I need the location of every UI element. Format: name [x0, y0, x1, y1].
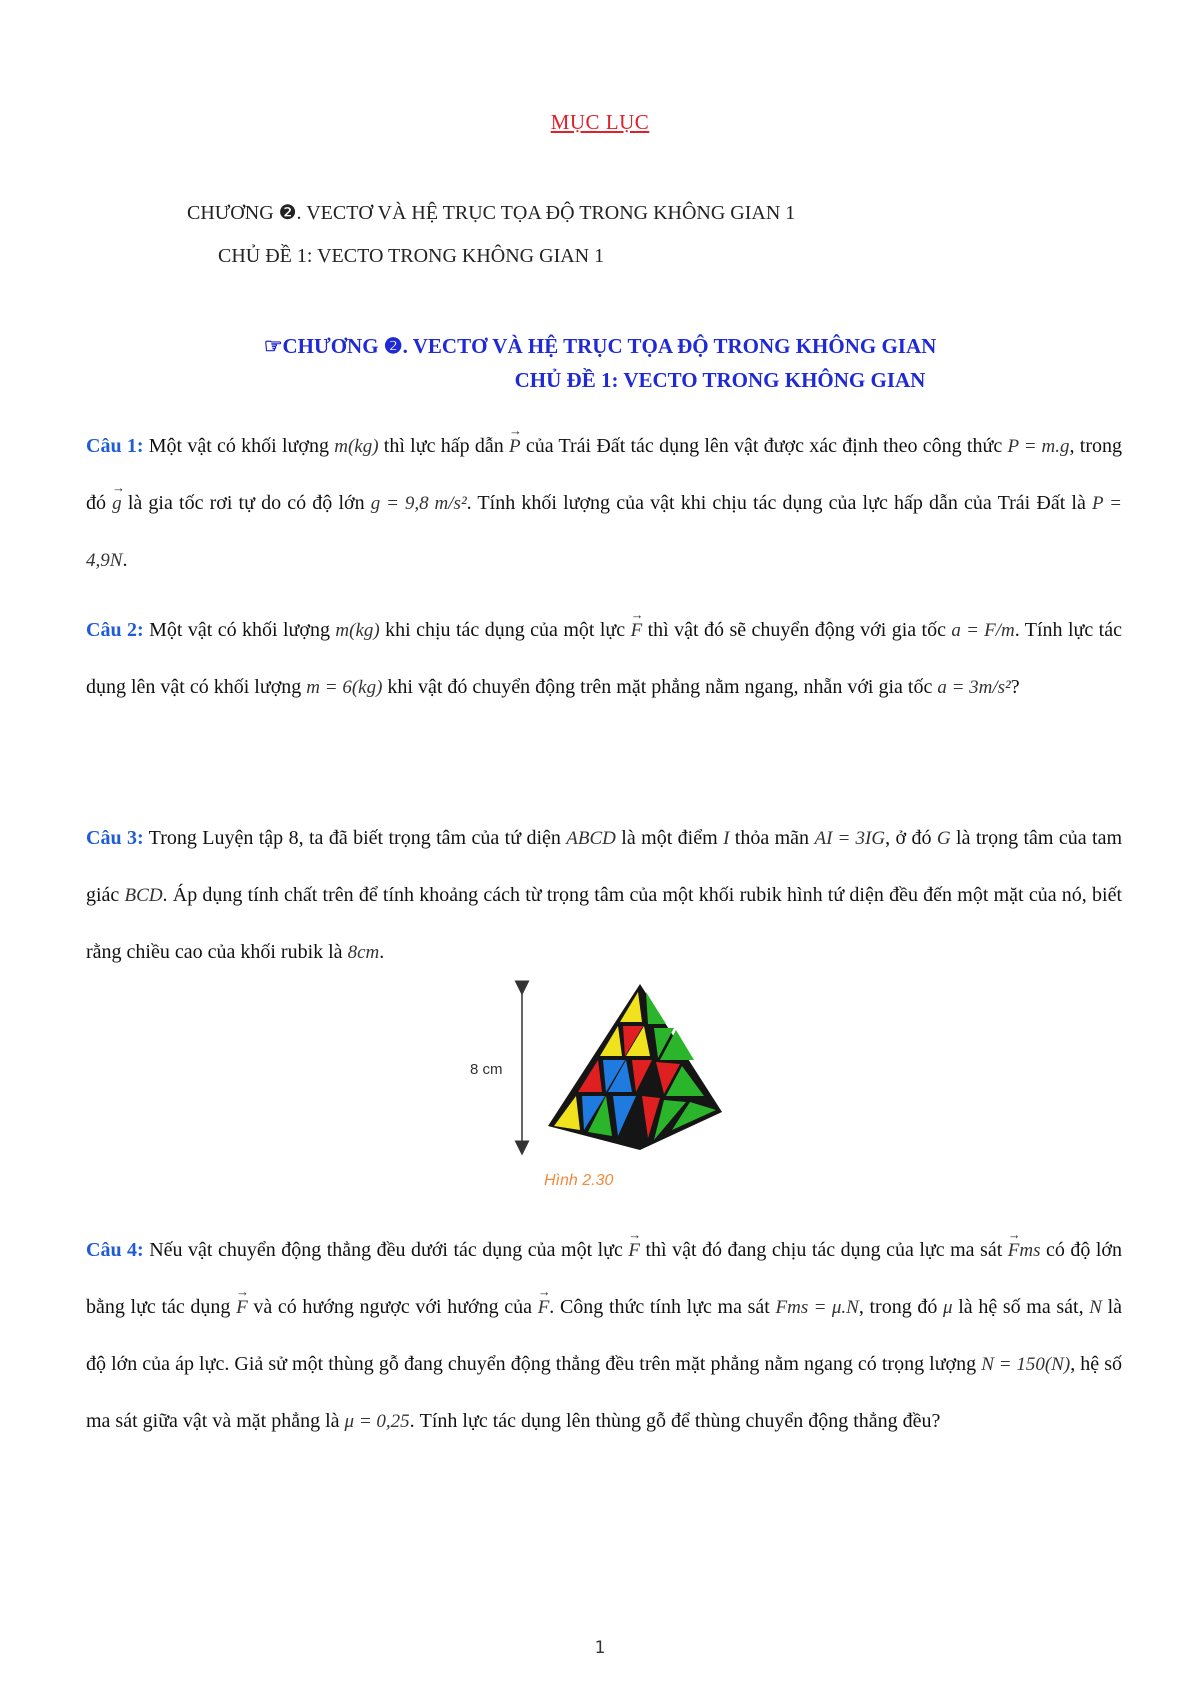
- math-expr: 8cm: [347, 942, 380, 963]
- question-text: thì lực hấp dẫn: [378, 435, 509, 457]
- question-text: có độ lớn bằng lực tác dụng: [86, 1239, 1122, 1318]
- math-vector: → F: [631, 603, 643, 659]
- question-text: thì vật đó sẽ chuyển động với gia tốc: [642, 619, 952, 641]
- question-text: là một điểm: [615, 827, 724, 849]
- topic-heading: CHỦ ĐỀ 1: VECTO TRONG KHÔNG GIAN: [514, 368, 926, 392]
- math-expr: m(kg): [334, 436, 379, 457]
- toc-entry-topic[interactable]: [218, 245, 604, 268]
- question-text: , trong đó: [86, 435, 1123, 514]
- math-expr: ABCD: [566, 828, 616, 849]
- math-expr: AI = 3IG: [814, 828, 886, 849]
- question-text: thì vật đó đang chịu tác dụng của lực ma sát: [640, 1239, 1008, 1261]
- math-expr: N: [1089, 1297, 1102, 1318]
- toc-entry-label: CHƯƠNG ❷. VECTƠ VÀ HỆ TRỤC TỌA ĐỘ TRONG KHÔNG GIAN: [187, 202, 781, 224]
- question-text: là trọng tâm của tam giác: [86, 827, 1123, 906]
- question-2: [86, 602, 1122, 716]
- math-expr: m(kg): [335, 620, 380, 641]
- toc-entry-chapter[interactable]: [187, 200, 795, 225]
- math-expr: G: [936, 828, 951, 849]
- question-3: [86, 810, 1122, 981]
- question-text: , trong đó: [858, 1296, 944, 1318]
- question-text: .: [122, 549, 128, 571]
- question-text: , ở đó: [885, 827, 937, 849]
- math-expr: m = 6(kg): [306, 677, 383, 698]
- question-1: [86, 418, 1122, 589]
- math-expr: BCD: [124, 885, 163, 906]
- math-expr: N = 150(N): [981, 1354, 1071, 1375]
- math-expr: μ = 0,25: [344, 1411, 410, 1432]
- question-text: ?: [1010, 676, 1020, 698]
- math-expr: g = 9,8 m/s²: [370, 493, 467, 514]
- chapter-heading: ☞CHƯƠNG ❷. VECTƠ VÀ HỆ TRỤC TỌA ĐỘ TRONG KHÔNG GIAN: [263, 334, 937, 358]
- question-text: khi vật đó chuyển động trên mặt phẳng nằm ngang, nhẵn với gia tốc: [382, 676, 938, 698]
- question-text: của Trái Đất tác dụng lên vật được xác định theo công thức: [520, 435, 1008, 457]
- question-text: là độ lớn của áp lực. Giả sử một thùng gỗ đang chuyển động thẳng đều trên mặt phẳng nằm ngang có trọng lượng: [86, 1296, 1123, 1375]
- math-vector: → g: [112, 476, 122, 532]
- question-text: khi chịu tác dụng của một lực: [379, 619, 631, 641]
- figure-caption: Hình 2.30: [544, 1172, 614, 1189]
- toc-entry-label: CHỦ ĐỀ 1: VECTO TRONG KHÔNG GIAN: [218, 245, 590, 267]
- math-expr: I: [723, 828, 730, 849]
- question-text: . Áp dụng tính chất trên để tính khoảng cách từ trọng tâm của một khối rubik hình tứ diện đều đến một mặt của nó, biết rằng chiều cao của khối rubik là: [86, 884, 1123, 963]
- question-text: Một vật có khối lượng: [143, 435, 335, 457]
- question-text: . Tính khối lượng của vật khi chịu tác dụng của lực hấp dẫn của Trái Đất là: [466, 492, 1093, 514]
- question-text: Một vật có khối lượng: [143, 619, 336, 641]
- math-vector: → Fms: [1008, 1223, 1041, 1279]
- math-vector: → P: [509, 419, 521, 475]
- rubik-pyramid-illustration: [460, 978, 730, 1198]
- toc-entry-page: 1: [594, 245, 605, 267]
- question-text: . Tính lực tác dụng lên thùng gỗ để thùng chuyển động thẳng đều?: [409, 1410, 941, 1432]
- question-text: . Công thức tính lực ma sát: [549, 1296, 776, 1318]
- question-text: , hệ số ma sát giữa vật và mặt phẳng là: [86, 1353, 1122, 1432]
- question-text: và có hướng ngược với hướng của: [247, 1296, 538, 1318]
- math-vector: → F: [628, 1223, 640, 1279]
- math-expr: a = F/m: [951, 620, 1015, 641]
- math-expr: Fms = μ.N: [775, 1297, 859, 1318]
- toc-entry-page: 1: [785, 202, 796, 224]
- page-number: 1: [594, 1638, 606, 1658]
- height-label: 8 cm: [470, 1061, 503, 1078]
- question-text: là hệ số ma sát,: [952, 1296, 1090, 1318]
- question-label: Câu 1:: [86, 435, 144, 457]
- math-expr: P = m.g: [1007, 436, 1070, 457]
- figure-rubik-pyramid: [460, 978, 730, 1198]
- question-label: Câu 2:: [86, 619, 144, 641]
- question-label: Câu 3:: [86, 827, 144, 849]
- math-expr: P = 4,9N: [86, 493, 1123, 571]
- math-vector: → F: [538, 1280, 550, 1336]
- math-vector: → F: [236, 1280, 248, 1336]
- math-expr: a = 3m/s²: [937, 677, 1011, 698]
- question-label: Câu 4:: [86, 1239, 144, 1261]
- question-4: [86, 1222, 1122, 1450]
- math-expr: μ: [943, 1297, 953, 1318]
- question-text: thỏa mãn: [729, 827, 815, 849]
- toc-title: MỤC LỤC: [550, 110, 650, 134]
- question-text: Trong Luyện tập 8, ta đã biết trọng tâm của tứ diện: [143, 827, 567, 849]
- question-text: là gia tốc rơi tự do có độ lớn: [121, 492, 371, 514]
- question-text: Nếu vật chuyển động thẳng đều dưới tác dụng của một lực: [143, 1239, 629, 1261]
- question-text: . Tính lực tác dụng lên vật có khối lượng: [86, 619, 1122, 698]
- question-text: .: [379, 941, 385, 963]
